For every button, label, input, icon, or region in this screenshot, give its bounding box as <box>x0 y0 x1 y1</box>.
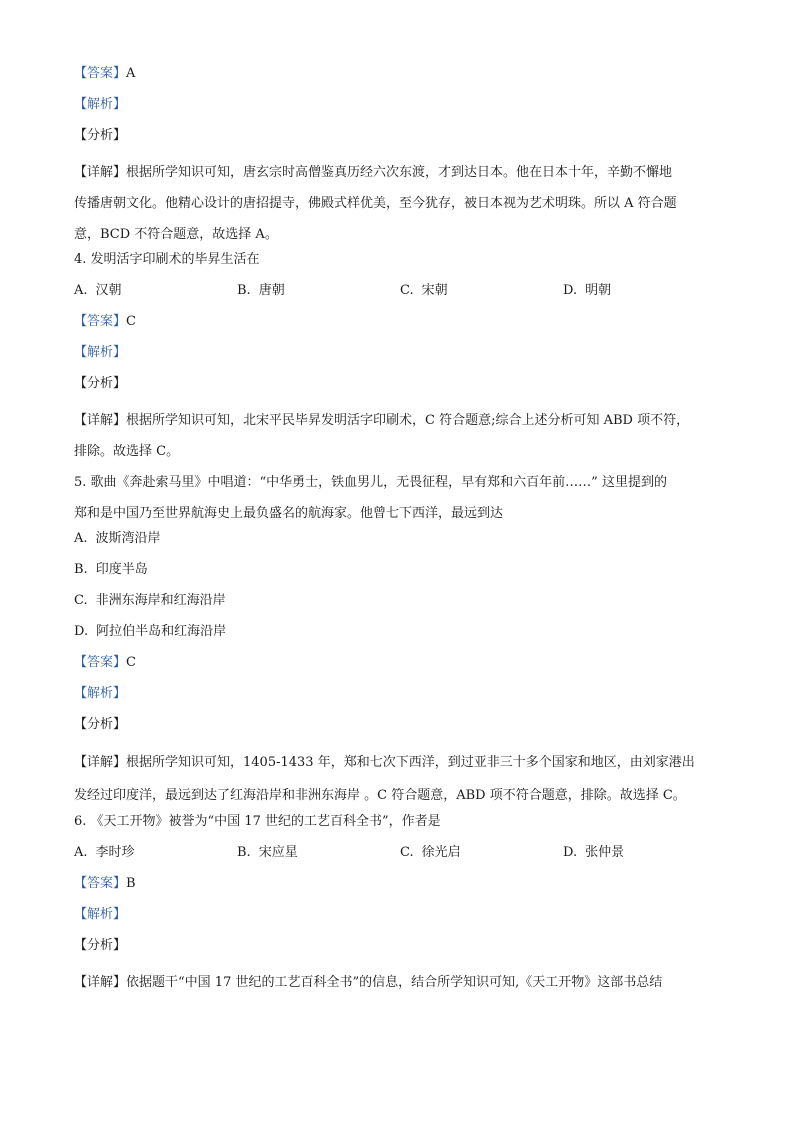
analysis-tag: 【解析】 <box>74 686 127 701</box>
answer-line <box>74 312 726 332</box>
option-d: D. 明朝 <box>563 283 612 298</box>
detail-text: 依据题干“中国 17 世纪的工艺百科全书”的信息，结合所学知识可知,《天工开物》这部书总结 <box>126 975 663 990</box>
question-stem: 6. 《天工开物》被誉为“中国 17 世纪的工艺百科全书”，作者是 <box>74 814 441 829</box>
detail-text: 根据所学知识可知，唐玄宗时高僧鉴真历经六次东渡，才到达日本。他在日本十年，辛勤不懈地 <box>126 165 673 180</box>
detail-paragraph <box>74 967 726 998</box>
detail-tag: 【详解】 <box>74 413 127 428</box>
question-stem: 5. 歌曲《奔赴索马里》中唱道：“中华勇士，铁血男儿，无畏征程，早有郑和六百年前……” 这里提到的 郑和是中国乃至世界航海史上最负盛名的航海家。他曾七下西洋，最远到达 <box>74 475 667 521</box>
detail-tag: 【详解】 <box>74 755 127 770</box>
answer-value: C <box>126 655 136 670</box>
detail-paragraph <box>74 405 726 467</box>
analysis-heading <box>74 905 726 925</box>
option-d: D. 阿拉伯半岛和红海沿岸 <box>74 624 227 639</box>
answer-tag: 【答案】 <box>74 876 127 891</box>
option-b: B. 宋应星 <box>237 845 298 860</box>
option-b: B. 印度半岛 <box>74 562 148 577</box>
answer-value: B <box>126 876 136 891</box>
document-page <box>74 64 726 998</box>
answer-tag: 【答案】 <box>74 655 127 670</box>
breakdown-tag: 【分析】 <box>74 938 127 953</box>
option-b: B. 唐朝 <box>237 283 285 298</box>
breakdown-tag: 【分析】 <box>74 717 127 732</box>
option-a: A. 汉朝 <box>74 283 122 298</box>
answer-line <box>74 64 726 84</box>
option-a: A. 波斯湾沿岸 <box>74 531 161 546</box>
options-row <box>74 843 726 863</box>
detail-tag: 【详解】 <box>74 165 127 180</box>
option-c: C. 宋朝 <box>400 283 448 298</box>
analysis-tag: 【解析】 <box>74 907 127 922</box>
detail-text: 意，BCD 不符合题意，故选择 A。 <box>74 227 278 242</box>
answer-tag: 【答案】 <box>74 314 127 329</box>
answer-line <box>74 653 726 673</box>
options-row <box>74 281 726 301</box>
detail-tag: 【详解】 <box>74 975 127 990</box>
detail-paragraph <box>74 746 726 812</box>
detail-text: 排除。故选择 C。 <box>74 444 180 459</box>
answer-tag: 【答案】 <box>74 66 127 81</box>
detail-paragraph <box>74 157 726 250</box>
option-d: D. 张仲景 <box>563 845 625 860</box>
breakdown-heading <box>74 715 726 735</box>
question-stem: 4. 发明活字印刷术的毕昇生活在 <box>74 252 260 267</box>
option-c: C. 徐光启 <box>400 845 461 860</box>
detail-text: 发经过印度洋，最远到达了红海沿岸和非洲东海岸 。C 符合题意，ABD 项不符合题意，排除。故选择 C。 <box>74 788 686 803</box>
breakdown-heading <box>74 936 726 956</box>
breakdown-tag: 【分析】 <box>74 128 127 143</box>
option-a: A. 李时珍 <box>74 845 135 860</box>
detail-text: 根据所学知识可知，1405-1433 年，郑和七次下西洋，到过亚非三十多个国家和地区，由刘家港出 <box>126 755 695 770</box>
answer-value: C <box>126 314 136 329</box>
breakdown-heading <box>74 374 726 394</box>
breakdown-tag: 【分析】 <box>74 376 127 391</box>
analysis-tag: 【解析】 <box>74 345 127 360</box>
analysis-heading <box>74 343 726 363</box>
answer-value: A <box>126 66 136 81</box>
option-c: C. 非洲东海岸和红海沿岸 <box>74 593 226 608</box>
breakdown-heading <box>74 126 726 146</box>
analysis-tag: 【解析】 <box>74 97 127 112</box>
detail-text: 传播唐朝文化。他精心设计的唐招提寺，佛殿式样优美，至今犹存，被日本视为艺术明珠。所以 A 符合题 <box>74 196 677 211</box>
analysis-heading <box>74 95 726 115</box>
detail-text: 根据所学知识可知，北宋平民毕昇发明活字印刷术，C 符合题意;综合上述分析可知 ABD 项不符， <box>126 413 690 428</box>
answer-line <box>74 874 726 894</box>
analysis-heading <box>74 684 726 704</box>
